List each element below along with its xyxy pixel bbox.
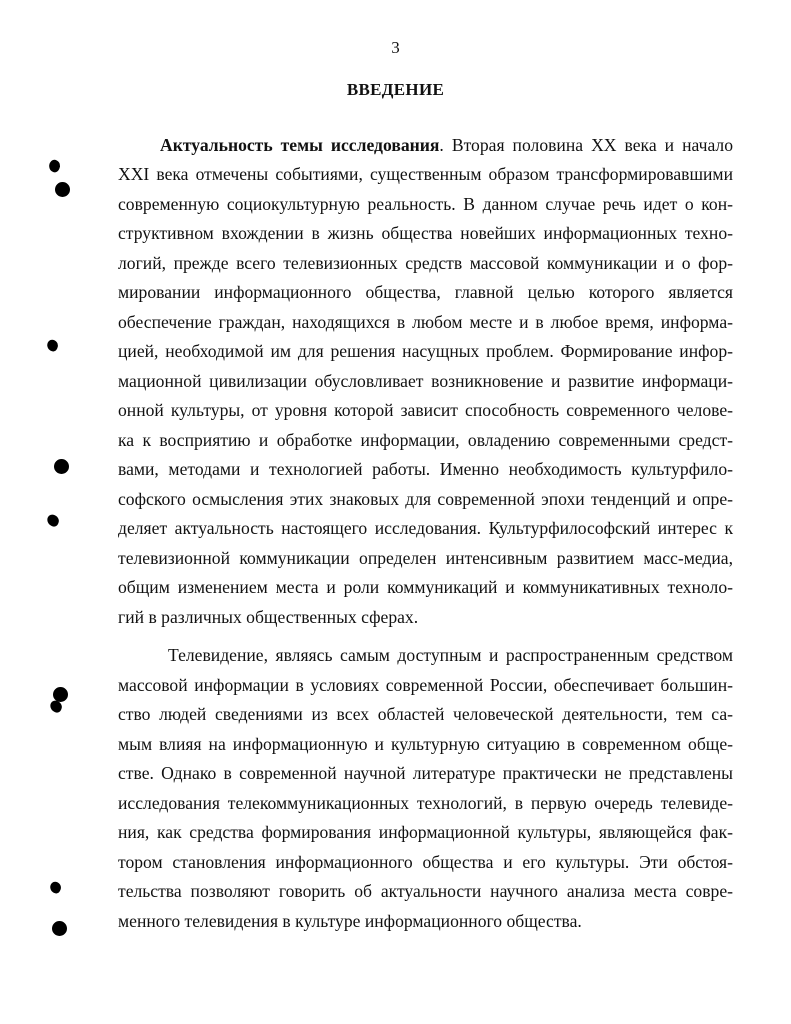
paragraph-2-line: тором становления информационного общества и его культуры. Эти обстоя- (118, 852, 733, 872)
paragraph-1-line: структивном вхождении в жизнь общества новейших информационных техно- (118, 223, 733, 243)
paragraph-1-line: логий, прежде всего телевизионных средств массовой коммуникации и о фор- (118, 253, 733, 273)
paragraph-1-line: XXI века отмечены событиями, существенным образом трансформировавшими (118, 164, 733, 184)
paragraph-1-line: обеспечение граждан, находящихся в любом месте и в любое время, информа- (118, 312, 733, 332)
paragraph-1-line: цией, необходимой им для решения насущных проблем. Формирование инфор- (118, 341, 733, 361)
scan-mark (45, 513, 61, 528)
paragraph-2-line: менного телевидения в культуре информационного общества. (118, 911, 582, 931)
paragraph-1-line: деляет актуальность настоящего исследования. Культурфилософский интерес к (118, 518, 733, 538)
paragraph-2-line: мым влияя на информационную и культурную ситуацию в современном обще- (118, 734, 733, 754)
scan-mark (47, 158, 62, 174)
binding-hole (54, 459, 69, 474)
paragraph-1-line: онной культуры, от уровня которой зависит способность современного челове- (118, 400, 733, 420)
paragraph-1-line: гий в различных общественных сферах. (118, 607, 419, 627)
binding-hole (52, 921, 67, 936)
paragraph-2-line: исследования телекоммуникационных технологий, в первую очередь телевиде- (118, 793, 733, 813)
paragraph-2-line: Телевидение, являясь самым доступным и распространенным средством (168, 645, 733, 665)
binding-hole (55, 182, 70, 197)
paragraph-1-line: современную социокультурную реальность. В данном случае речь идет о кон- (118, 194, 733, 214)
scan-mark (45, 338, 60, 353)
paragraph-1-line: софского осмысления этих знаковых для современной эпохи тенденций и опре- (118, 489, 733, 509)
paragraph-1-line (160, 135, 733, 155)
paragraph-2-line: ния, как средства формирования информационной культуры, являющейся фак- (118, 822, 733, 842)
scan-mark (48, 880, 63, 895)
paragraph-2-line: массовой информации в условиях современной России, обеспечивает большин- (118, 675, 733, 695)
section-heading: ВВЕДЕНИЕ (346, 80, 445, 99)
paragraph-1-line: мационной цивилизации обусловливает возникновение и развитие информаци- (118, 371, 733, 391)
line-text: . Вторая половина XX века и начало (439, 135, 734, 155)
paragraph-1-line: общим изменением места и роли коммуникаций и коммуникативных техноло- (118, 577, 733, 597)
paragraph-2-line: тельства позволяют говорить об актуальности научного анализа места совре- (118, 881, 733, 901)
paragraph-2-line: ство людей сведениями из всех областей человеческой деятельности, тем са- (118, 704, 733, 724)
paragraph-1-line: мировании информационного общества, главной целью которого является (118, 282, 733, 302)
paragraph-1-line: ка к восприятию и обработке информации, овладению современными средст- (118, 430, 733, 450)
lead-phrase: Актуальность темы исследования (160, 135, 440, 155)
paragraph-1-line: телевизионной коммуникации определен интенсивным развитием масс-медиа, (118, 548, 733, 568)
page-number: 3 (391, 38, 400, 57)
paragraph-2-line: стве. Однако в современной научной литературе практически не представлены (118, 763, 733, 783)
paragraph-1-line: вами, методами и технологией работы. Именно необходимость культурфило- (118, 459, 733, 479)
